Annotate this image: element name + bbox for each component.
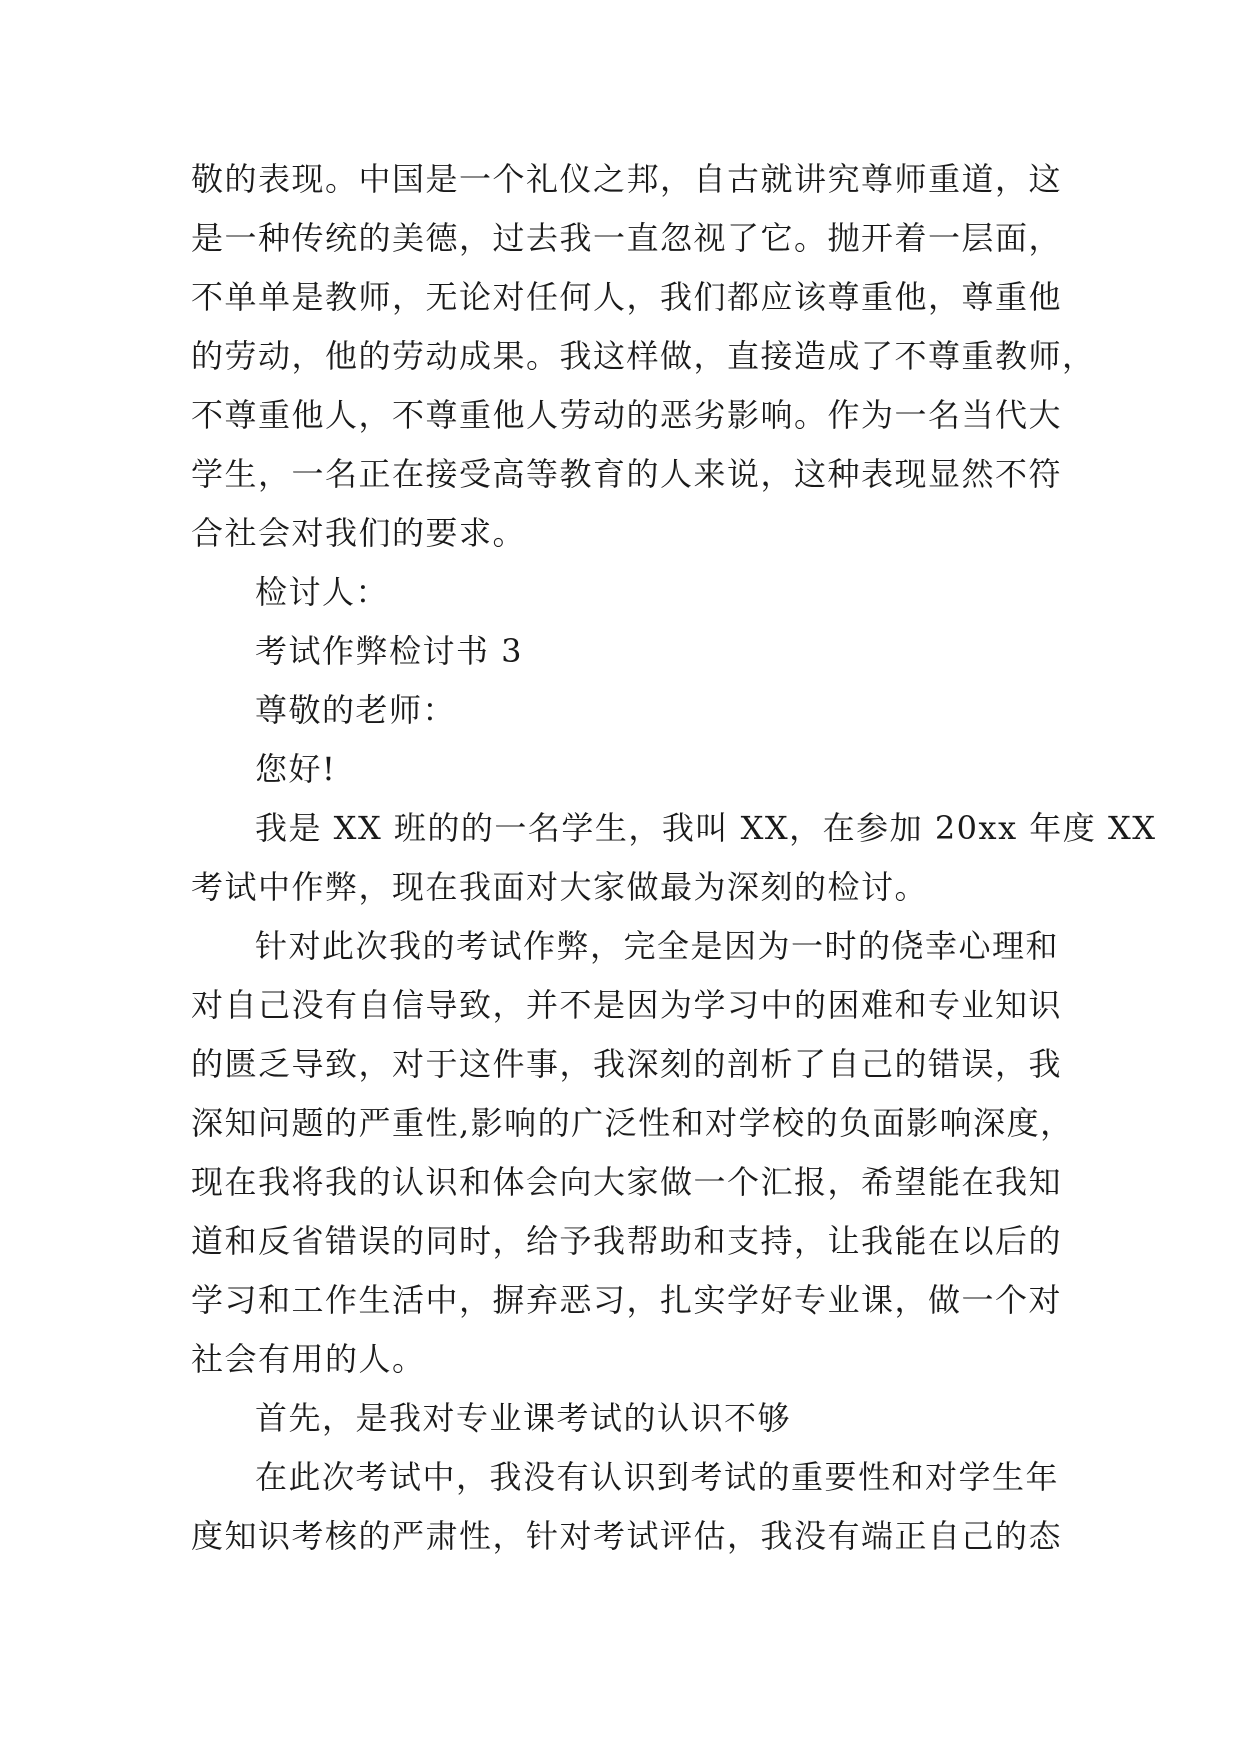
text-line: 考试作弊检讨书 3 (255, 632, 524, 670)
text-line: 的匮乏导致，对于这件事，我深刻的剖析了自己的错误，我 (191, 1045, 1063, 1083)
text-line: 现在我将我的认识和体会向大家做一个汇报，希望能在我知 (191, 1163, 1063, 1201)
text-line: 学生，一名正在接受高等教育的人来说，这种表现显然不符 (191, 455, 1063, 493)
text-line: 首先，是我对专业课考试的认识不够 (255, 1399, 792, 1437)
text-line: 度知识考核的严肃性，针对考试评估，我没有端正自己的态 (191, 1517, 1063, 1555)
text-line: 不尊重他人，不尊重他人劳动的恶劣影响。作为一名当代大 (191, 396, 1063, 434)
text-line: 深知问题的严重性,影响的广泛性和对学校的负面影响深度， (191, 1104, 1074, 1142)
text-line: 您好! (255, 750, 337, 788)
text-line: 尊敬的老师： (255, 691, 457, 729)
text-line: 我是 XX 班的的一名学生，我叫 XX，在参加 20xx 年度 XX (255, 809, 1157, 847)
text-line: 社会有用的人。 (191, 1340, 426, 1378)
text-line: 合社会对我们的要求。 (191, 514, 527, 552)
text-line: 检讨人： (255, 573, 390, 611)
text-line: 敬的表现。中国是一个礼仪之邦，自古就讲究尊师重道，这 (191, 160, 1063, 198)
text-line: 是一种传统的美德，过去我一直忽视了它。抛开着一层面， (191, 219, 1063, 257)
text-line: 对自己没有自信导致，并不是因为学习中的困难和专业知识 (191, 986, 1063, 1024)
text-line: 学习和工作生活中，摒弃恶习，扎实学好专业课，做一个对 (191, 1281, 1063, 1319)
text-line: 考试中作弊，现在我面对大家做最为深刻的检讨。 (191, 868, 929, 906)
text-line: 在此次考试中，我没有认识到考试的重要性和对学生年 (255, 1458, 1060, 1496)
document-body (191, 150, 1157, 1566)
text-line: 不单单是教师，无论对任何人，我们都应该尊重他，尊重他 (191, 278, 1063, 316)
text-line: 针对此次我的考试作弊，完全是因为一时的侥幸心理和 (255, 927, 1060, 965)
text-line: 道和反省错误的同时，给予我帮助和支持，让我能在以后的 (191, 1222, 1063, 1260)
text-line: 的劳动，他的劳动成果。我这样做，直接造成了不尊重教师， (191, 337, 1096, 375)
